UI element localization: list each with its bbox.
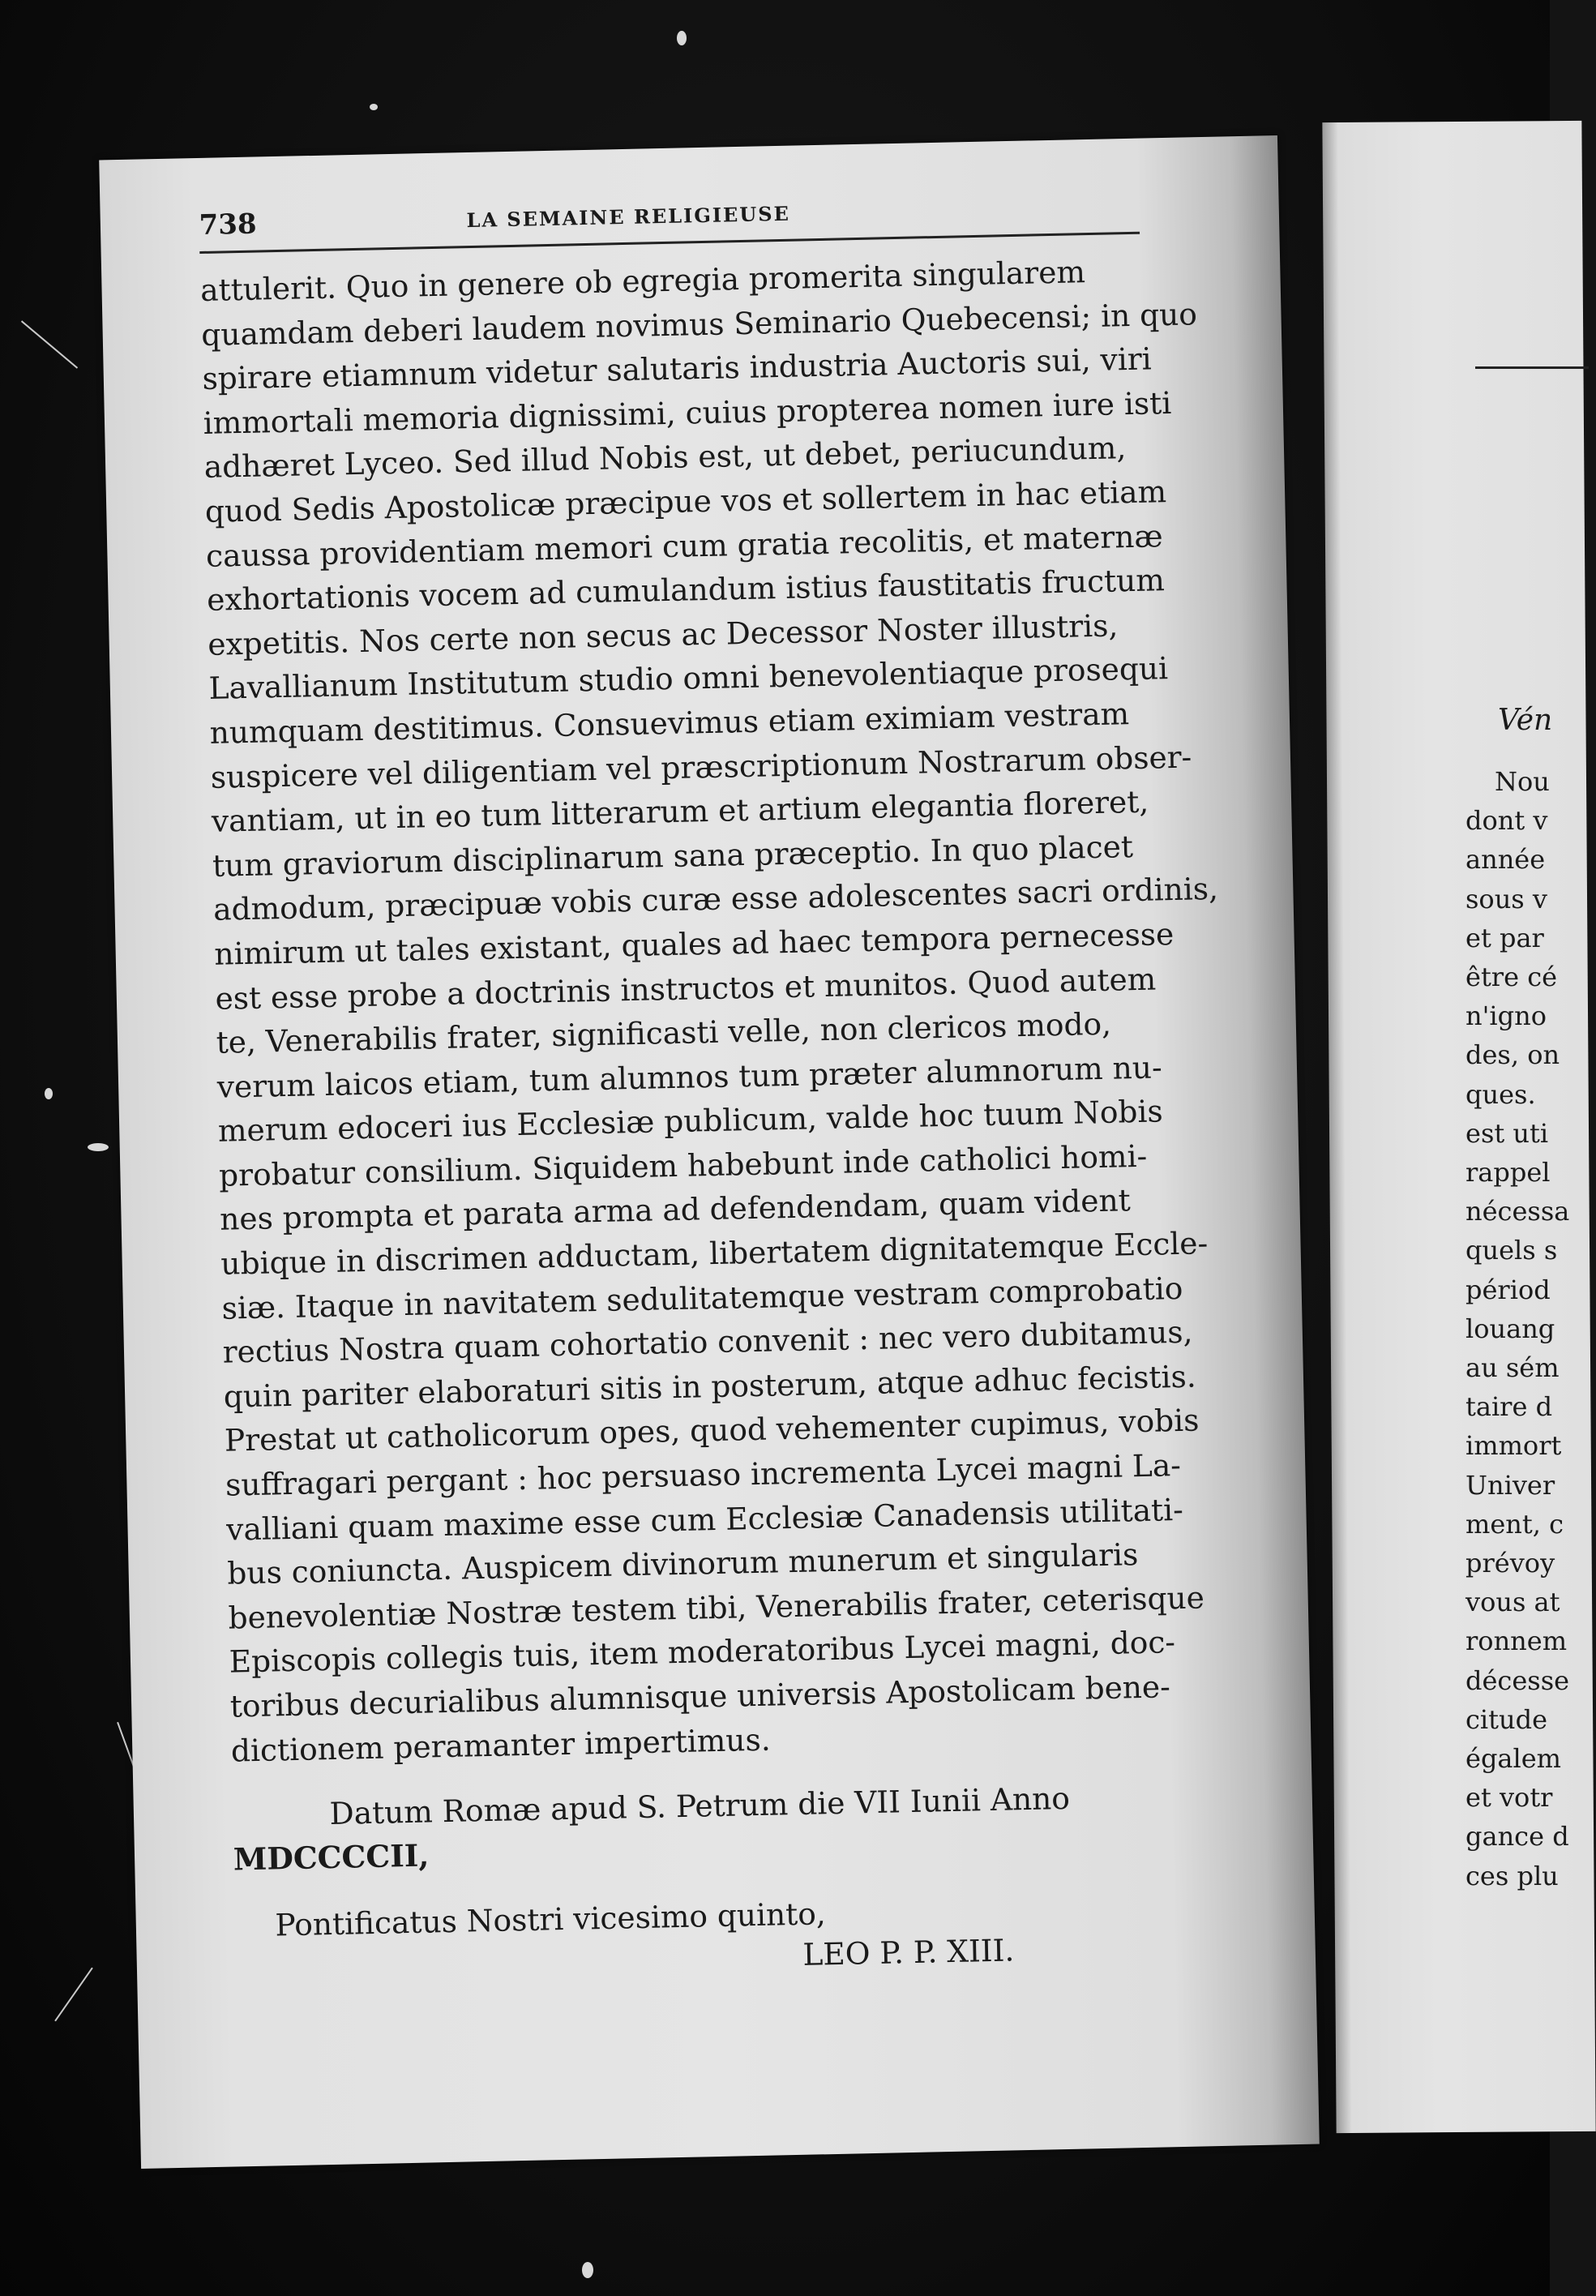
facing-line: périod — [1465, 1274, 1551, 1305]
year-line: MDCCCCII, — [233, 1837, 430, 1878]
body-line: immortali memoria dignissimi, cuius propterea nomen iure isti — [203, 384, 1172, 441]
facing-line: gance d — [1465, 1821, 1569, 1853]
facing-line: être cé — [1465, 962, 1558, 993]
body-line: siæ. Itaque in navitatem sedulitatemque vestram comprobatio — [221, 1270, 1183, 1326]
body-line: Lavallianum Institutum studio omni benevolentiaque prosequi — [208, 650, 1169, 707]
facing-page-title: Vén — [1498, 704, 1553, 737]
dust-speck — [582, 2262, 593, 2278]
facing-line: Nou — [1495, 766, 1550, 797]
facing-line: et par — [1465, 922, 1544, 953]
facing-line: ronnem — [1465, 1626, 1568, 1657]
body-line: Prestat ut catholicorum opes, quod vehementer cupimus, vobis — [224, 1402, 1200, 1459]
facing-line: prévoy — [1465, 1548, 1555, 1579]
facing-line: égalem — [1465, 1743, 1562, 1775]
body-line: bus coniuncta. Auspicem divinorum munerum et singularis — [226, 1536, 1139, 1591]
dust-speck — [45, 1088, 53, 1099]
facing-line: citude — [1465, 1703, 1548, 1735]
facing-line: quels s — [1465, 1235, 1558, 1266]
facing-line: année — [1465, 844, 1546, 876]
page-number: 738 — [199, 208, 257, 242]
body-line: suffragari pergant : hoc persuaso incrementa Lycei magni La- — [225, 1446, 1182, 1503]
closing-block — [232, 1774, 1176, 1988]
body-line: Episcopis collegis tuis, item moderatoribus Lycei magni, doc- — [229, 1624, 1176, 1681]
dust-speck — [677, 31, 687, 45]
scratch-mark — [54, 1968, 93, 2022]
dust-speck — [88, 1143, 109, 1151]
body-line: expetitis. Nos certe non secus ac Decessor Noster illustris, — [207, 607, 1119, 662]
body-line: toribus decurialibus alumnisque universis Apostolicam bene- — [229, 1668, 1171, 1724]
facing-line: taire d — [1465, 1391, 1553, 1423]
body-line: est esse probe a doctrinis instructos et munitos. Quod autem — [215, 960, 1157, 1017]
facing-line: rappel — [1465, 1157, 1551, 1189]
facing-line: louang — [1465, 1313, 1555, 1344]
date-line: Datum Romæ apud S. Petrum die VII Iunii Anno — [329, 1780, 1071, 1832]
body-line: benevolentiæ Nostræ testem tibi, Venerabilis frater, ceterisque — [228, 1579, 1205, 1636]
facing-line: dont v — [1465, 805, 1548, 837]
body-line: caussa providentiam memori cum gratia recolitis, et maternæ — [205, 517, 1164, 574]
body-line: admodum, præcipuæ vobis curæ esse adolescentes sacri ordinis, — [212, 871, 1219, 928]
pontificate-line: Pontificatus Nostri vicesimo quinto, — [275, 1895, 827, 1943]
body-line: quamdam deberi laudem novimus Seminario Quebecensi; in quo — [200, 295, 1198, 353]
facing-line: ces plu — [1465, 1860, 1559, 1891]
facing-line: ques. — [1465, 1078, 1536, 1110]
facing-line: décesse — [1465, 1664, 1570, 1696]
facing-line: Univer — [1465, 1469, 1555, 1501]
facing-line: vous at — [1465, 1587, 1560, 1618]
facing-page-text — [1465, 762, 1569, 1895]
facing-page-header-rule — [1475, 366, 1589, 369]
body-line: dictionem peramanter impertimus. — [230, 1721, 772, 1769]
body-line: nimirum ut tales existant, quales ad haec tempora pernecesse — [213, 915, 1175, 972]
body-line: valliani quam maxime esse cum Ecclesiæ Canadensis utilitati- — [225, 1491, 1184, 1548]
body-line: numquam destitimus. Consuevimus etiam eximiam vestram — [209, 696, 1130, 751]
page-header: LA SEMAINE RELIGIEUSE — [466, 201, 791, 233]
body-line: adhæret Lyceo. Sed illud Nobis est, ut debet, periucundum, — [203, 430, 1127, 486]
body-line: te, Venerabilis frater, significasti velle, non clericos modo, — [216, 1005, 1112, 1060]
body-line: nes prompta et parata arma ad defendendam, quam vident — [219, 1182, 1132, 1238]
facing-line: immort — [1465, 1430, 1562, 1462]
facing-line: sous v — [1465, 883, 1547, 915]
body-line: quin pariter elaboraturi sitis in posterum, atque adhuc fecistis. — [223, 1358, 1197, 1415]
facing-line: est uti — [1465, 1117, 1549, 1149]
facing-line: des, on — [1465, 1039, 1560, 1071]
body-line: vantiam, ut in eo tum litterarum et artium elegantia floreret, — [211, 783, 1149, 839]
body-line: rectius Nostra quam cohortatio convenit : nec vero dubitamus, — [222, 1313, 1193, 1370]
facing-line: nécessa — [1465, 1196, 1570, 1227]
body-line: tum graviorum disciplinarum sana præceptio. In quo placet — [212, 828, 1134, 884]
facing-line: et votr — [1465, 1782, 1553, 1814]
body-text — [199, 249, 1219, 1773]
body-line: exhortationis vocem ad cumulandum istius faustitatis fructum — [206, 562, 1166, 619]
body-line: spirare etiamnum videtur salutaris industria Auctoris sui, viri — [202, 341, 1153, 397]
body-line: probatur consilium. Siquidem habebunt inde catholici homi- — [218, 1137, 1148, 1193]
body-line: attulerit. Quo in genere ob egregia promerita singularem — [199, 254, 1086, 308]
scratch-mark — [21, 320, 78, 368]
body-line: verum laicos etiam, tum alumnos tum præter alumnorum nu- — [216, 1049, 1163, 1105]
body-line: suspicere vel diligentiam vel præscriptionum Nostrarum obser- — [210, 739, 1192, 795]
body-line: quod Sedis Apostolicæ præcipue vos et sollertem in hac etiam — [204, 473, 1167, 529]
facing-line: n'igno — [1465, 1000, 1547, 1032]
facing-line: au sém — [1465, 1352, 1560, 1384]
facing-line: ment, c — [1465, 1508, 1564, 1540]
dust-speck — [370, 104, 378, 110]
page-content — [199, 183, 1219, 1989]
body-line: merum edoceri ius Ecclesiæ publicum, valde hoc tuum Nobis — [217, 1093, 1164, 1150]
body-line: ubique in discrimen adductam, libertatem dignitatemque Eccle- — [220, 1225, 1209, 1282]
signature: LEO P. P. XIII. — [802, 1932, 1015, 1973]
